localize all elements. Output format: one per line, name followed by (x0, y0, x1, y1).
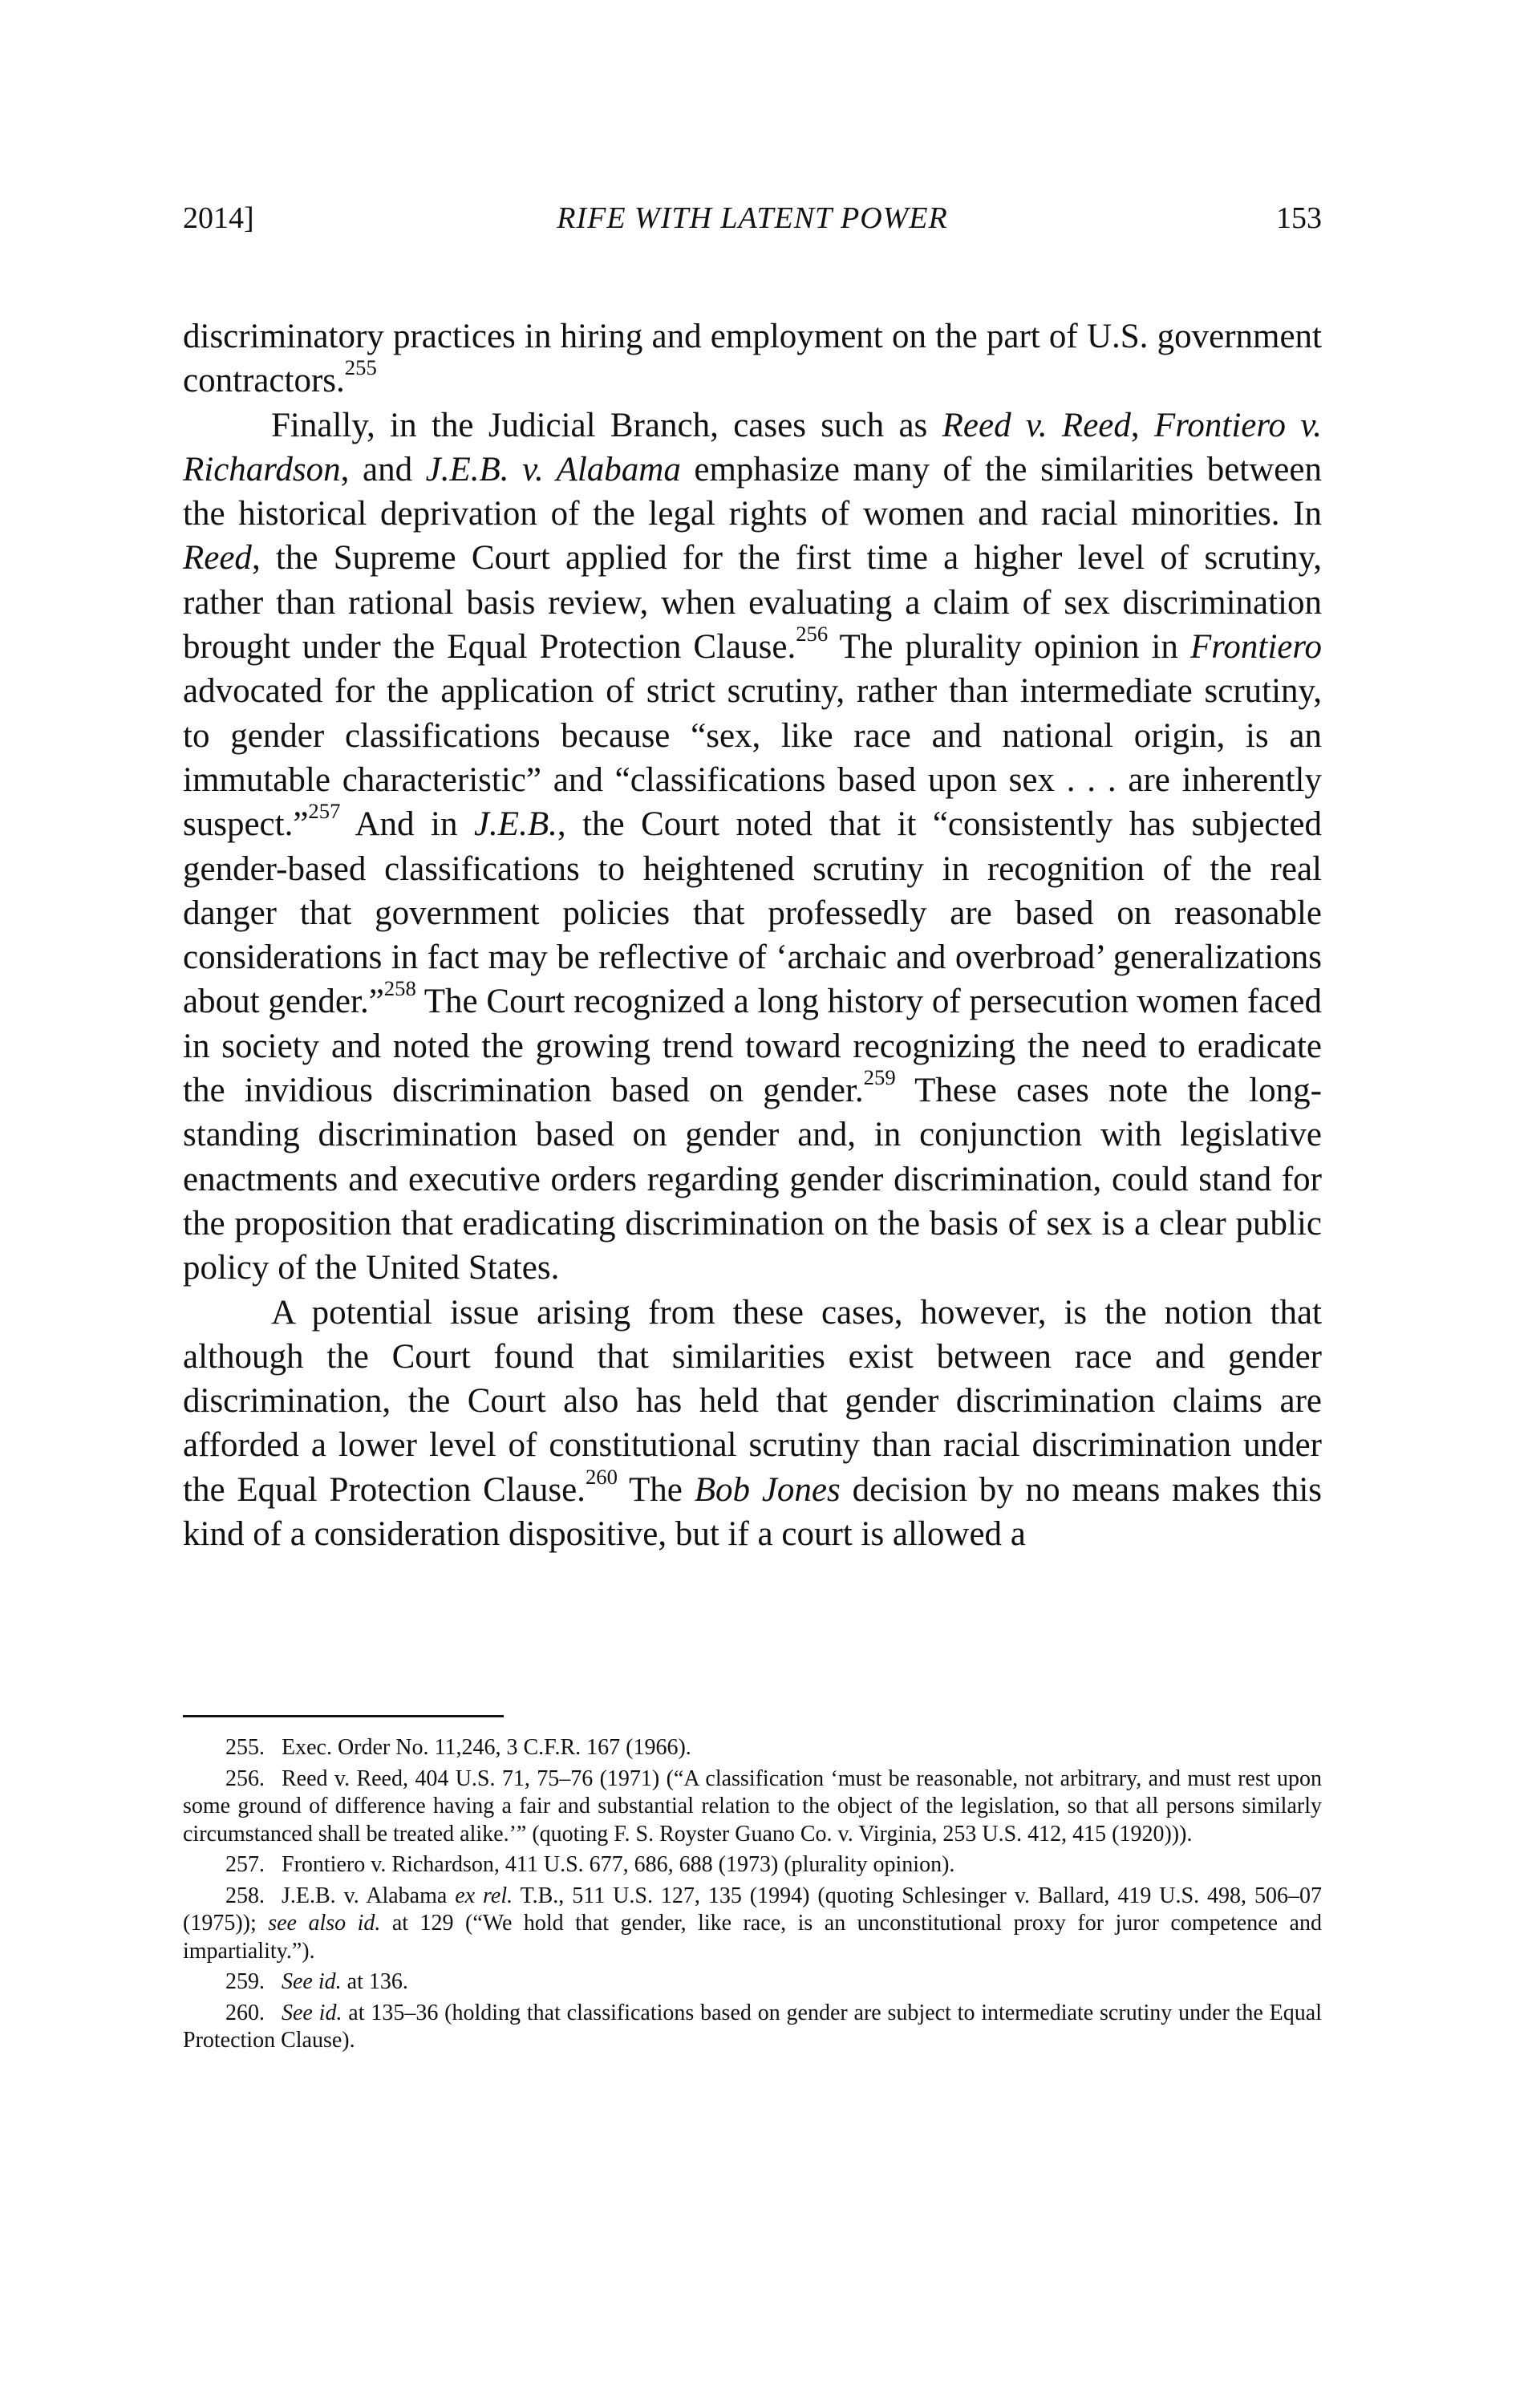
footnote-ref-260: 260 (585, 1464, 618, 1489)
header-year: 2014] (183, 201, 254, 235)
text-run: And in (340, 805, 474, 844)
text-run: , and (340, 450, 426, 489)
running-title: RIFE WITH LATENT POWER (557, 201, 948, 235)
footnote-255 (183, 1734, 1322, 1762)
page-number: 153 (1276, 201, 1322, 235)
footnote-text: J.E.B. v. Alabama (282, 1883, 456, 1908)
footnote-number: 259. (225, 1969, 265, 1994)
text-run: , the Supreme Court applied for the first time a higher level of scrutiny, rather than rational basis review, when evaluating a claim of sex discrimination brought under the Equal Protection Clause. (183, 539, 1322, 667)
footnote-italic: See id. (282, 2000, 342, 2025)
case-name: Reed (183, 539, 252, 578)
running-header (183, 194, 1322, 242)
footnote-number: 256. (225, 1766, 265, 1791)
text-run: discriminatory practices in hiring and employment on the part of U.S. government contractors. (183, 318, 1322, 400)
footnote-italic: ex rel. (455, 1883, 513, 1908)
text-run: These cases note the long-standing discrimination based on gender and, in conjunction with legislative enactments and executive orders regarding gender discrimination, could stand for the proposition that eradicating discrimination on the basis of sex is a clear public policy of the United States. (183, 1072, 1322, 1287)
case-name: Reed v. Reed (942, 406, 1131, 444)
footnote-text: at 136. (341, 1969, 408, 1994)
footnote-ref-256: 256 (796, 622, 829, 647)
text-run: The Court recognized a long history of persecution women faced in society and noted the growing trend toward recognizing the need to eradicate the invidious discrimination based on gender. (183, 983, 1322, 1110)
text-run: emphasize many of the similarities between the historical deprivation of the legal rights of women and racial minorities. In (183, 450, 1322, 533)
footnote-italic: See id. (282, 1969, 342, 1994)
footnote-256 (183, 1766, 1322, 1849)
footnote-text: at 129 (“We hold that gender, like race, is an unconstitutional proxy for juror competence and impartiality.”). (183, 1911, 1322, 1964)
text-run: , (1130, 406, 1154, 444)
case-name: Frontiero v. Richardson (183, 406, 1323, 489)
footnote-text: Frontiero v. Richardson, 411 U.S. 677, 686, 688 (1973) (plurality opinion). (282, 1852, 955, 1877)
footnote-ref-259: 259 (863, 1065, 896, 1090)
paragraph-2 (183, 403, 1322, 1291)
footnote-ref-258: 258 (383, 976, 416, 1001)
text-run: A potential issue arising from these cases, however, is the notion that although the Court found that similarities exist between race and gender discrimination, the Court also has held that gender discrimination claims are afforded a lower level of constitutional scrutiny than racial discrimination under the Equal Protection Clause. (183, 1293, 1322, 1509)
footnote-text: at 135–36 (holding that classifications based on gender are subject to intermediate scrutiny under the Equal Protection Clause). (183, 2000, 1322, 2053)
footnote-number: 260. (225, 2000, 265, 2025)
main-text (183, 314, 1322, 1556)
footnote-ref-257: 257 (308, 799, 341, 824)
footnote-number: 255. (225, 1735, 265, 1760)
footnote-257 (183, 1851, 1322, 1879)
case-name: J.E.B. (473, 805, 557, 844)
footnotes (183, 1734, 1322, 2058)
footnote-italic: see also id. (268, 1911, 381, 1936)
case-name: Frontiero (1189, 628, 1322, 667)
footnote-number: 257. (225, 1852, 265, 1877)
text-run: advocated for the application of strict scrutiny, rather than intermediate scrutiny, to gender classifications because “sex, like race and national origin, is an immutable characteristic” and “classifications based upon sex . . . are inherently suspect.” (183, 672, 1322, 844)
footnote-divider (183, 1715, 504, 1717)
text-run: Finally, in the Judicial Branch, cases such as (271, 406, 942, 444)
footnote-259 (183, 1968, 1322, 1997)
footnote-number: 258. (225, 1883, 265, 1908)
case-name: J.E.B. v. Alabama (425, 450, 681, 489)
text-run: decision by no means makes this kind of a consideration dispositive, but if a court is allowed a (183, 1470, 1323, 1554)
case-name: Bob Jones (694, 1470, 841, 1509)
footnote-258 (183, 1883, 1322, 1966)
footnote-text: Exec. Order No. 11,246, 3 C.F.R. 167 (1966). (282, 1735, 691, 1760)
footnote-text: T.B., 511 U.S. 127, 135 (1994) (quoting Schlesinger v. Ballard, 419 U.S. 498, 506–07 (1975)); (183, 1883, 1322, 1936)
footnote-260 (183, 2000, 1322, 2055)
text-run: The plurality opinion in (828, 628, 1190, 667)
text-run: The (617, 1470, 695, 1509)
footnote-text: Reed v. Reed, 404 U.S. 71, 75–76 (1971) (“A classification ‘must be reasonable, not arbitrary, and must rest upon some ground of difference having a fair and substantial relation to the object of the legislation, so that all persons similarly circumstanced shall be treated alike.’” (quoting F. S. Royster Guano Co. v. Virginia, 253 U.S. 412, 415 (1920))). (183, 1766, 1322, 1847)
paragraph-1 (183, 314, 1322, 403)
paragraph-3 (183, 1291, 1322, 1557)
text-run: , the Court noted that it “consistently has subjected gender-based classifications to heightened scrutiny in recognition of the real danger that government policies that professedly are based on reasonable considerations in fact may be reflective of ‘archaic and overbroad’ generalizations about gender.” (183, 805, 1322, 1021)
footnote-ref-255: 255 (344, 355, 377, 380)
